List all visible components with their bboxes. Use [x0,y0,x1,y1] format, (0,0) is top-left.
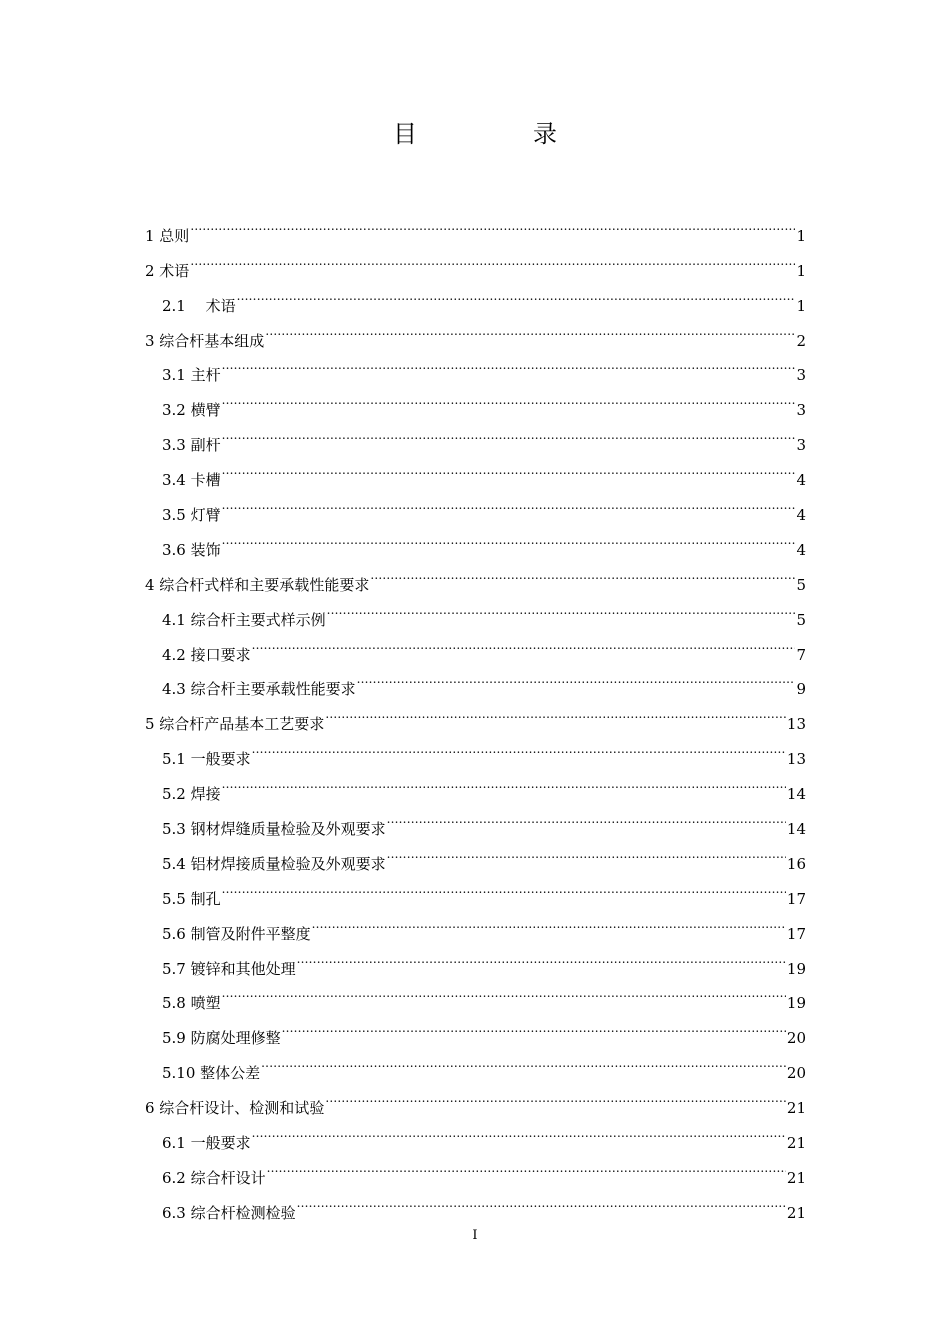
toc-entry[interactable] [145,276,806,315]
toc-entry-page: 4 [796,506,806,525]
toc-leader-dots [357,660,796,695]
page-number: I [472,1228,478,1243]
toc-entry[interactable] [145,520,806,559]
toc-leader-dots [252,1113,786,1148]
toc-entry-page: 21 [786,1203,806,1222]
toc-leader-dots [222,380,796,415]
toc-leader-dots [190,206,795,241]
toc-entry-label: 2.1 术语 [162,296,236,315]
toc-entry-page: 3 [796,366,806,385]
toc-entry-page: 1 [796,296,806,315]
toc-entry[interactable] [145,869,806,908]
toc-entry-label: 6 综合杆设计、检测和试验 [145,1099,325,1118]
toc-leader-dots [297,1183,786,1218]
toc-entry-page: 3 [796,436,806,455]
table-of-contents [145,206,806,1222]
page-title: 目 录 [393,120,603,148]
toc-entry[interactable] [145,241,806,280]
toc-leader-dots [387,834,786,869]
toc-entry-label: 4.2 接口要求 [162,645,251,664]
toc-leader-dots [325,1078,786,1113]
toc-leader-dots [282,1008,786,1043]
toc-entry-label: 3.5 灯臂 [162,506,221,525]
toc-leader-dots [252,729,786,764]
toc-entry-page: 2 [796,331,806,350]
toc-leader-dots [312,904,786,939]
toc-leader-dots [387,799,786,834]
toc-leader-dots [222,346,796,381]
toc-entry-label: 5.2 焊接 [162,785,221,804]
toc-entry-page: 20 [786,1029,806,1048]
toc-entry-label: 5.9 防腐处理修整 [162,1029,281,1048]
toc-entry-label: 3.3 副杆 [162,436,221,455]
toc-leader-dots [222,974,786,1009]
toc-entry-page: 17 [786,889,806,908]
toc-leader-dots [261,1043,786,1078]
toc-entry-label: 5.3 钢材焊缝质量检验及外观要求 [162,820,386,839]
toc-entry-label: 3.4 卡槽 [162,471,221,490]
toc-entry-page: 1 [796,261,806,280]
toc-entry-page: 14 [786,820,806,839]
toc-entry-page: 19 [786,959,806,978]
toc-leader-dots [222,415,796,450]
toc-entry-label: 3.1 主杆 [162,366,221,385]
toc-entry-page: 5 [796,575,806,594]
toc-leader-dots [190,241,795,276]
toc-entry[interactable] [145,311,806,350]
toc-entry-page: 9 [796,680,806,699]
toc-entry-page: 21 [786,1099,806,1118]
toc-entry-page: 14 [786,785,806,804]
toc-entry-label: 5.4 铝材焊接质量检验及外观要求 [162,854,386,873]
toc-leader-dots [222,450,796,485]
toc-leader-dots [222,869,786,904]
toc-entry-label: 5.10 整体公差 [162,1064,261,1083]
toc-entry-page: 13 [786,715,806,734]
toc-entry[interactable] [145,415,806,455]
toc-entry-label: 4 综合杆式样和主要承载性能要求 [145,575,370,594]
toc-entry-label: 5.7 镀锌和其他处理 [162,959,296,978]
toc-entry-page: 5 [796,610,806,629]
toc-leader-dots [237,276,796,311]
toc-leader-dots [325,694,786,729]
toc-entry-page: 20 [786,1064,806,1083]
toc-leader-dots [222,520,796,555]
toc-entry-label: 4.1 综合杆主要式样示例 [162,610,326,629]
toc-entry-page: 7 [796,645,806,664]
toc-entry-page: 1 [796,226,806,245]
toc-entry-label: 5.5 制孔 [162,889,221,908]
toc-entry[interactable] [145,346,806,385]
toc-leader-dots [297,939,786,974]
toc-entry-page: 21 [786,1134,806,1153]
toc-entry-page: 21 [786,1168,806,1187]
toc-entry-page: 19 [786,994,806,1013]
toc-entry-label: 1 总则 [145,226,190,245]
toc-entry-label: 6.3 综合杆检测检验 [162,1203,296,1222]
toc-entry-label: 5.1 一般要求 [162,750,251,769]
toc-entry-label: 4.3 综合杆主要承载性能要求 [162,680,356,699]
toc-leader-dots [327,590,796,625]
toc-entry-page: 3 [796,401,806,420]
toc-leader-dots [265,311,795,346]
toc-leader-dots [252,625,796,660]
toc-entry-page: 17 [786,924,806,943]
toc-entry[interactable] [145,974,806,1013]
toc-leader-dots [267,1148,786,1183]
toc-entry-label: 6.1 一般要求 [162,1134,251,1153]
toc-entry-label: 5.6 制管及附件平整度 [162,924,311,943]
toc-leader-dots [370,555,795,590]
toc-entry-page: 4 [796,471,806,490]
toc-entry-label: 3.2 横臂 [162,401,221,420]
toc-entry-label: 5.8 喷塑 [162,994,221,1013]
toc-entry[interactable] [145,764,806,804]
toc-entry-label: 5 综合杆产品基本工艺要求 [145,715,325,734]
toc-entry[interactable] [145,555,806,594]
toc-entry-page: 16 [786,854,806,873]
toc-entry[interactable] [145,485,806,525]
toc-entry-page: 13 [786,750,806,769]
toc-leader-dots [222,485,796,520]
toc-entry[interactable] [145,206,806,245]
toc-entry-label: 2 术语 [145,261,190,280]
toc-entry-label: 3.6 装饰 [162,540,221,559]
toc-entry-label: 6.2 综合杆设计 [162,1168,266,1187]
toc-entry[interactable] [145,904,806,943]
toc-entry[interactable] [145,450,806,490]
toc-entry-page: 4 [796,540,806,559]
toc-entry[interactable] [145,380,806,420]
toc-entry[interactable] [145,799,806,839]
toc-entry-label: 3 综合杆基本组成 [145,331,265,350]
toc-leader-dots [222,764,786,799]
toc-entry[interactable] [145,1008,806,1048]
